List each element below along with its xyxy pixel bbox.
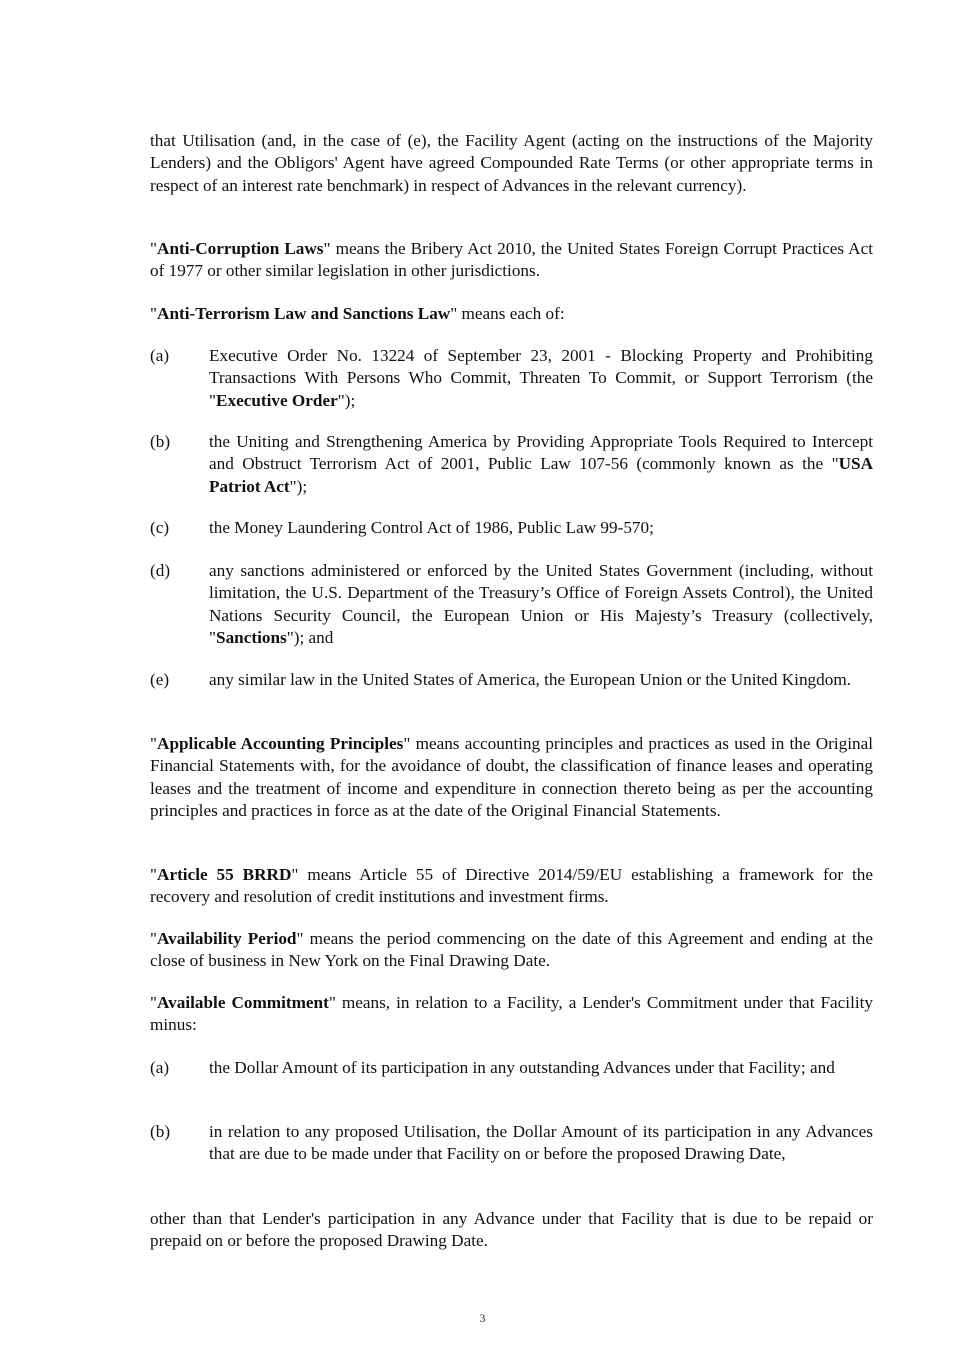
defined-term: Anti-Terrorism Law and Sanctions Law (157, 304, 451, 323)
list-item-text: Executive Order No. 13224 of September 23, 2001 - Blocking Property and Prohibiting Transactions With Persons Who Commit, Threaten To Commit, or Support Terrorism (the "Executive Order"); (209, 346, 873, 410)
defined-term: Availability Period (157, 929, 297, 948)
list-item-label: (a) (150, 1058, 170, 1077)
definition-available-commitment: "Available Commitment" means, in relation to a Facility, a Lender's Commitment under that Facility minus: (150, 993, 873, 1035)
list-item-text: any sanctions administered or enforced by the United States Government (including, without limitation, the U.S. Department of the Treasury’s Office of Foreign Assets Control), the United Nations Security Council, the European Union or His Majesty’s Treasury (collectively, "Sanctions"); and (209, 561, 873, 648)
list-item-label: (c) (150, 518, 170, 537)
defined-term: USA Patriot Act (209, 454, 873, 496)
list-item-text: in relation to any proposed Utilisation, the Dollar Amount of its participation in any Advances that are due to be made under that Facility on or before the proposed Drawing Date, (209, 1122, 873, 1164)
list-item-text: the Uniting and Strengthening America by Providing Appropriate Tools Required to Intercept and Obstruct Terrorism Act of 2001, Public Law 107-56 (commonly known as the "USA Patriot Act"); (209, 432, 873, 496)
defined-term: Available Commitment (157, 993, 329, 1012)
definition-anti-terrorism-law: "Anti-Terrorism Law and Sanctions Law" means each of: (150, 304, 565, 323)
definition-applicable-accounting-principles: "Applicable Accounting Principles" means accounting principles and practices as used in the Original Financial Statements with, for the avoidance of doubt, the classification of finance leases and operating leases and the treatment of income and expenditure in connection thereto being as per the accounting principles and practices in force as at the date of the Original Financial Statements. (150, 734, 873, 821)
list-item-text: the Dollar Amount of its participation in any outstanding Advances under that Facility; and (209, 1058, 835, 1077)
list-item-text: the Money Laundering Control Act of 1986, Public Law 99-570; (209, 518, 654, 537)
paragraph-continuation: that Utilisation (and, in the case of (e), the Facility Agent (acting on the instructions of the Majority Lenders) and the Obligors' Agent have agreed Compounded Rate Terms (or other appropriate terms in respect of an interest rate benchmark) in respect of Advances in the relevant currency). (150, 131, 873, 195)
list-item-label: (e) (150, 670, 170, 689)
definition-availability-period: "Availability Period" means the period commencing on the date of this Agreement and ending at the close of business in New York on the Final Drawing Date. (150, 929, 873, 971)
definition-closing-text: other than that Lender's participation in any Advance under that Facility that is due to be repaid or prepaid on or before the proposed Drawing Date. (150, 1209, 873, 1251)
list-item-label: (b) (150, 432, 171, 451)
defined-term: Anti-Corruption Laws (157, 239, 324, 258)
defined-term: Article 55 BRRD (157, 865, 292, 884)
list-item-text: any similar law in the United States of America, the European Union or the United Kingdom. (209, 670, 851, 689)
definition-anti-corruption-laws: "Anti-Corruption Laws" means the Bribery Act 2010, the United States Foreign Corrupt Practices Act of 1977 or other similar legislation in other jurisdictions. (150, 239, 874, 281)
definition-article-55-brrd: "Article 55 BRRD" means Article 55 of Directive 2014/59/EU establishing a framework for the recovery and resolution of credit institutions and investment firms. (150, 865, 874, 907)
defined-term: Executive Order (216, 390, 338, 410)
list-item-label: (d) (150, 561, 171, 580)
list-item-label: (a) (150, 346, 170, 365)
defined-term: Sanctions (216, 628, 287, 648)
page-number: 3 (479, 1311, 486, 1325)
defined-term: Applicable Accounting Principles (157, 734, 404, 753)
list-item-label: (b) (150, 1122, 171, 1141)
